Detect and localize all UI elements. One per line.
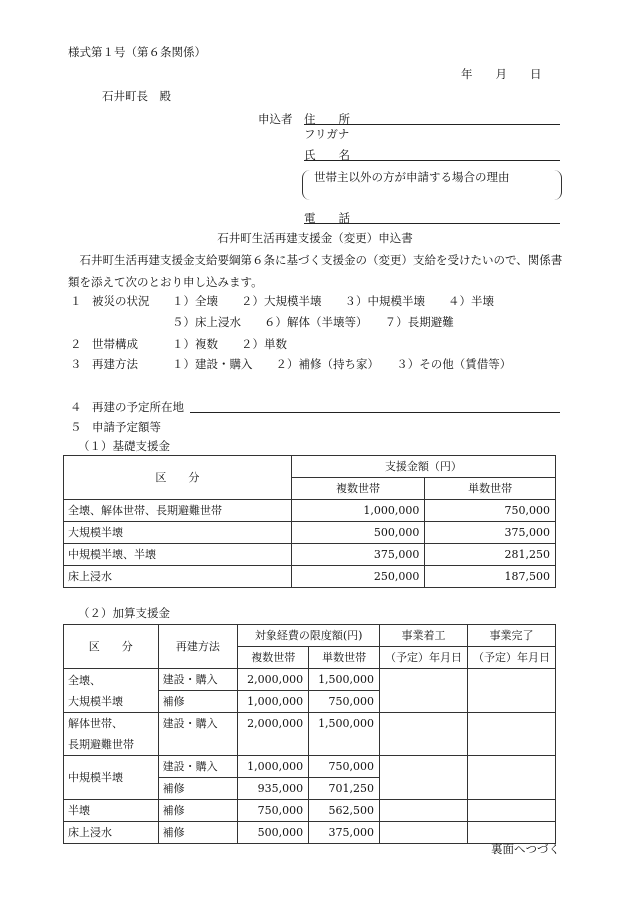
add-single: 750,000 — [309, 691, 380, 713]
add-multi: 1,000,000 — [238, 691, 309, 713]
item-3-label: 再建方法 — [92, 357, 138, 371]
add-multi: 935,000 — [238, 778, 309, 800]
add-category-line: 大規模半壊 — [68, 694, 123, 708]
disaster-options-row2[interactable]: ５）床上浸水 ６）解体（半壊等） ７）長期避難 — [172, 315, 454, 329]
basic-col-amount: 支援金額（円） — [291, 456, 555, 478]
add-single: 562,500 — [309, 800, 380, 822]
basic-category: 中規模半壊、半壊 — [64, 544, 292, 566]
basic-single: 375,000 — [425, 522, 556, 544]
add-single: 701,250 — [309, 778, 380, 800]
item-2-label: 世帯構成 — [92, 337, 138, 351]
add-col-category: 区 分 — [64, 625, 159, 669]
basic-category: 大規模半壊 — [64, 522, 292, 544]
basic-support-table — [63, 455, 556, 588]
name-label: 氏 名 — [304, 148, 350, 162]
end-date-cell[interactable] — [468, 669, 556, 713]
item-2-number: ２ — [70, 337, 82, 351]
item-3-number: ３ — [70, 357, 82, 371]
intro-paragraph: 石井町生活再建支援金支給要綱第６条に基づく支援金の（変更）支給を受けたいので、関係書類を添えて次のとおり申し込みます。 — [68, 253, 563, 289]
disaster-options-row1[interactable]: １）全壊 ２）大規模半壊 ３）中規模半壊 ４）半壊 — [172, 294, 494, 308]
phone-label: 電 話 — [304, 211, 350, 225]
add-category: 中規模半壊 — [64, 756, 159, 800]
basic-single: 281,250 — [425, 544, 556, 566]
item-4-number: ４ — [70, 400, 82, 414]
basic-single: 750,000 — [425, 500, 556, 522]
add-col-single: 単数世帯 — [309, 647, 380, 669]
end-date-cell[interactable] — [468, 800, 556, 822]
continued-note: 裏面へつづく — [491, 842, 560, 856]
item-1-label: 被災の状況 — [92, 294, 150, 308]
basic-col-category: 区 分 — [64, 456, 292, 500]
reason-label: 世帯主以外の方が申請する場合の理由 — [314, 170, 510, 184]
table-row — [64, 800, 556, 822]
start-date-cell[interactable] — [380, 800, 468, 822]
add-col-end: 事業完了 — [468, 625, 556, 647]
add-single: 1,500,000 — [309, 669, 380, 691]
basic-multi: 1,000,000 — [291, 500, 425, 522]
add-multi: 2,000,000 — [238, 669, 309, 691]
add-col-limit: 対象経費の限度額(円) — [238, 625, 380, 647]
add-col-end-sub: （予定）年月日 — [468, 647, 556, 669]
basic-col-multi: 複数世帯 — [291, 478, 425, 500]
add-category — [64, 669, 159, 713]
add-multi: 750,000 — [238, 800, 309, 822]
name-field[interactable] — [304, 160, 560, 161]
addressee: 石井町長 殿 — [102, 89, 171, 103]
add-method: 補修 — [158, 822, 238, 844]
add-multi: 1,000,000 — [238, 756, 309, 778]
add-method: 補修 — [158, 691, 238, 713]
basic-category: 全壊、解体世帯、長期避難世帯 — [64, 500, 292, 522]
furigana-label: フリガナ — [304, 127, 350, 141]
start-date-cell[interactable] — [380, 756, 468, 800]
add-col-multi: 複数世帯 — [238, 647, 309, 669]
additional-subtitle: （２）加算支援金 — [78, 606, 170, 620]
document-title: 石井町生活再建支援金（変更）申込書 — [217, 231, 413, 245]
add-col-start-sub: （予定）年月日 — [380, 647, 468, 669]
basic-category: 床上浸水 — [64, 566, 292, 588]
end-date-cell[interactable] — [468, 713, 556, 756]
add-method: 建設・購入 — [158, 669, 238, 691]
basic-multi: 250,000 — [291, 566, 425, 588]
table-row — [64, 544, 556, 566]
item-4-label: 再建の予定所在地 — [92, 400, 184, 414]
table-row — [64, 500, 556, 522]
form-number: 様式第１号（第６条関係） — [68, 45, 206, 59]
add-category-line: 全壊、 — [68, 673, 101, 687]
applicant-label: 申込者 — [258, 112, 293, 126]
basic-multi: 500,000 — [291, 522, 425, 544]
address-label: 住 所 — [304, 112, 350, 126]
start-date-cell[interactable] — [380, 669, 468, 713]
location-field[interactable] — [190, 412, 560, 413]
basic-multi: 375,000 — [291, 544, 425, 566]
household-options[interactable]: １）複数 ２）単数 — [172, 337, 287, 351]
address-field[interactable] — [304, 124, 560, 125]
add-method: 補修 — [158, 800, 238, 822]
add-method: 補修 — [158, 778, 238, 800]
end-date-cell[interactable] — [468, 756, 556, 800]
table-row — [64, 669, 556, 691]
add-col-start: 事業着工 — [380, 625, 468, 647]
item-5-label: 申請予定額等 — [92, 420, 161, 434]
add-method: 建設・購入 — [158, 713, 238, 756]
item-1-number: １ — [70, 294, 82, 308]
add-multi: 2,000,000 — [238, 713, 309, 756]
add-category-line: 解体世帯、 — [68, 717, 123, 730]
date-label: 年 月 日 — [461, 67, 542, 81]
table-row — [64, 713, 556, 756]
item-5-number: ５ — [70, 420, 82, 434]
basic-subtitle: （１）基礎支援金 — [78, 439, 170, 453]
table-row — [64, 756, 556, 778]
add-category: 床上浸水 — [64, 822, 159, 844]
table-row — [64, 822, 556, 844]
add-category: 半壊 — [64, 800, 159, 822]
table-row — [64, 566, 556, 588]
add-category — [64, 713, 159, 756]
basic-col-single: 単数世帯 — [425, 478, 556, 500]
additional-support-table — [63, 624, 556, 844]
add-single: 750,000 — [309, 756, 380, 778]
method-options[interactable]: １）建設・購入 ２）補修（持ち家） ３）その他（賃借等） — [172, 357, 512, 371]
start-date-cell[interactable] — [380, 822, 468, 844]
phone-field[interactable] — [304, 223, 560, 224]
add-single: 1,500,000 — [309, 713, 380, 756]
table-row — [64, 522, 556, 544]
basic-single: 187,500 — [425, 566, 556, 588]
add-multi: 500,000 — [238, 822, 309, 844]
add-col-method: 再建方法 — [158, 625, 238, 669]
add-single: 375,000 — [309, 822, 380, 844]
start-date-cell[interactable] — [380, 713, 468, 756]
add-category-line: 長期避難世帯 — [68, 738, 134, 751]
add-method: 建設・購入 — [158, 756, 238, 778]
